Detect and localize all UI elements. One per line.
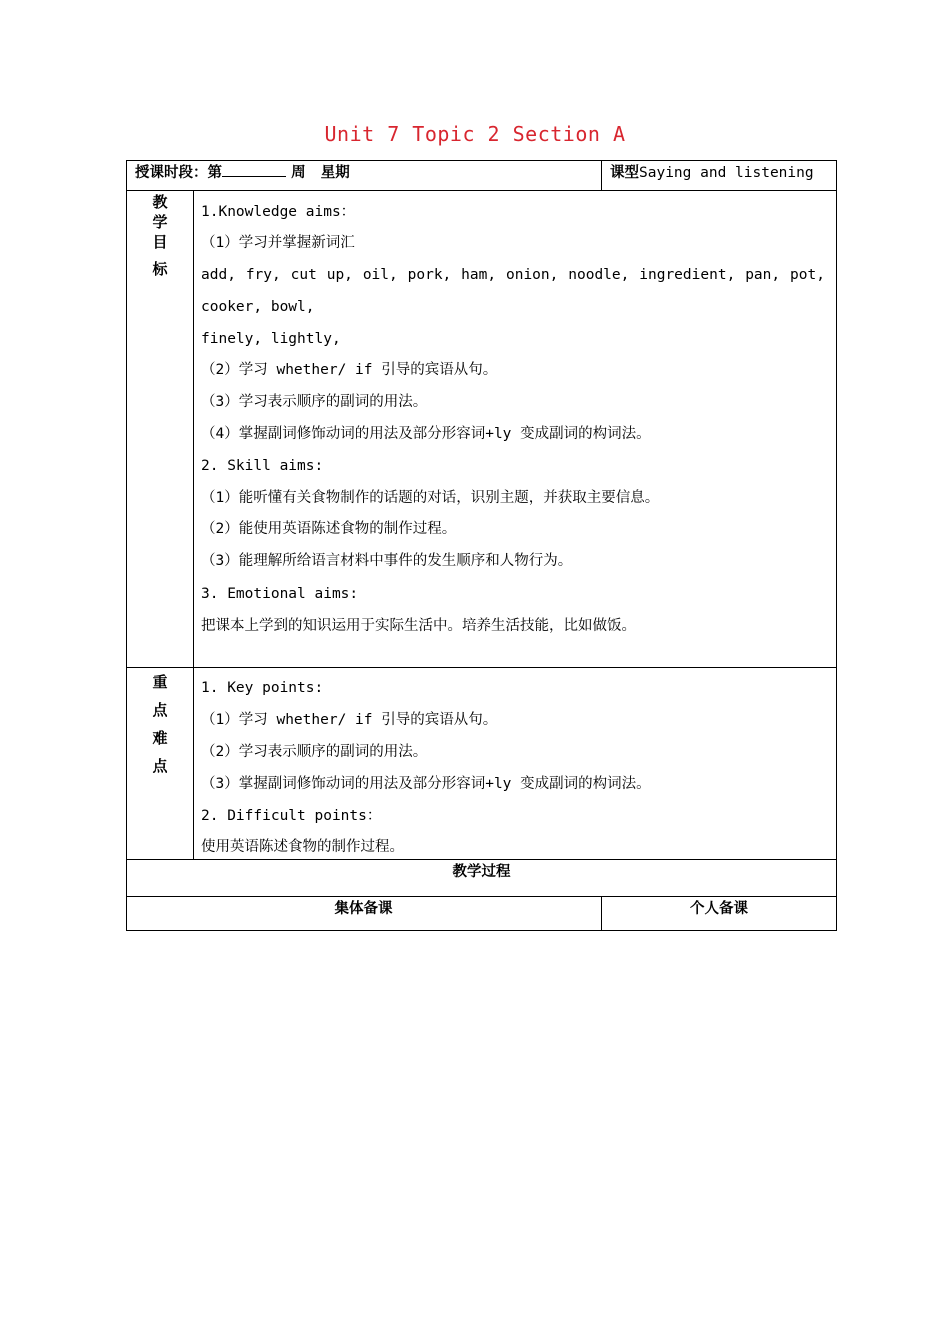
skill-aim-item: （1）能听懂有关食物制作的话题的对话，识别主题，并获取主要信息。 — [201, 490, 660, 506]
vocab-word: up, — [326, 267, 353, 283]
knowledge-aim-item: （2）学习 whether/ if 引导的宾语从句。 — [201, 362, 498, 378]
keypoints-label-char: 点 — [152, 701, 168, 719]
knowledge-aim-item: （1）学习并掌握新词汇 — [201, 235, 355, 251]
period-field — [135, 161, 350, 182]
objectives-label-char: 教 — [152, 193, 168, 211]
knowledge-aims-title: 1.Knowledge aims： — [201, 204, 356, 220]
difficult-points-title: 2. Difficult points： — [201, 808, 382, 824]
vocab-word: ingredient, — [639, 267, 736, 283]
lesson-type-value: Saying and listening — [639, 165, 814, 181]
group-prep-label: 集体备课 — [334, 901, 393, 917]
process-title: 教学过程 — [452, 864, 511, 880]
row-divider — [126, 190, 837, 191]
column-divider — [601, 160, 602, 190]
weekday-label: 星期 — [320, 165, 350, 181]
vocab-word: noodle, — [568, 267, 630, 283]
keypoints-label-char: 重 — [152, 673, 168, 691]
lesson-type-field — [610, 161, 814, 182]
period-label: 授课时段：第 — [135, 165, 222, 181]
objectives-label-char: 学 — [152, 213, 168, 231]
vocab-word: onion, — [505, 267, 559, 283]
objectives-label — [127, 192, 193, 279]
column-divider — [193, 190, 194, 859]
week-blank — [222, 162, 286, 177]
difficult-point-item: 使用英语陈述食物的制作过程。 — [201, 839, 404, 855]
keypoints-label-char: 难 — [152, 729, 168, 747]
emotional-aims-title: 3. Emotional aims: — [201, 586, 359, 602]
emotional-aim-item: 把课本上学到的知识运用于实际生活中。培养生活技能，比如做饭。 — [201, 618, 636, 634]
keypoints-label-char: 点 — [152, 757, 168, 775]
vocab-word: fry, — [245, 267, 281, 283]
objectives-label-char: 标 — [152, 260, 168, 278]
key-point-item: （2）学习表示顺序的副词的用法。 — [201, 744, 428, 760]
vocab-word: cut — [290, 267, 317, 283]
key-points-title: 1. Key points: — [201, 680, 324, 696]
skill-aim-item: （2）能使用英语陈述食物的制作过程。 — [201, 521, 457, 537]
page-title: Unit 7 Topic 2 Section A — [324, 122, 626, 146]
vocab-word: ham, — [461, 267, 497, 283]
knowledge-aim-item: （4）掌握副词修饰动词的用法及部分形容词+ly 变成副词的构词法。 — [201, 426, 651, 442]
vocab-word: oil, — [362, 267, 398, 283]
vocabulary-line: finely, lightly, — [201, 331, 341, 347]
keypoints-label — [127, 668, 193, 780]
vocabulary-line — [201, 265, 825, 285]
vocab-word: add, — [201, 267, 236, 283]
objectives-label-char: 目 — [152, 233, 168, 251]
row-divider — [126, 667, 837, 668]
knowledge-aim-item: （3）学习表示顺序的副词的用法。 — [201, 394, 428, 410]
key-point-item: （3）掌握副词修饰动词的用法及部分形容词+ly 变成副词的构词法。 — [201, 776, 651, 792]
skill-aims-title: 2. Skill aims: — [201, 458, 324, 474]
personal-prep-label: 个人备课 — [690, 901, 748, 917]
vocab-word: pan, — [745, 267, 781, 283]
vocab-word: pot, — [790, 267, 825, 283]
vocabulary-line: cooker, bowl, — [201, 299, 315, 315]
skill-aim-item: （3）能理解所给语言材料中事件的发生顺序和人物行为。 — [201, 553, 573, 569]
week-label: 周 — [291, 165, 306, 181]
key-point-item: （1）学习 whether/ if 引导的宾语从句。 — [201, 712, 498, 728]
vocab-word: pork, — [407, 267, 452, 283]
lesson-type-label: 课型 — [610, 165, 639, 181]
